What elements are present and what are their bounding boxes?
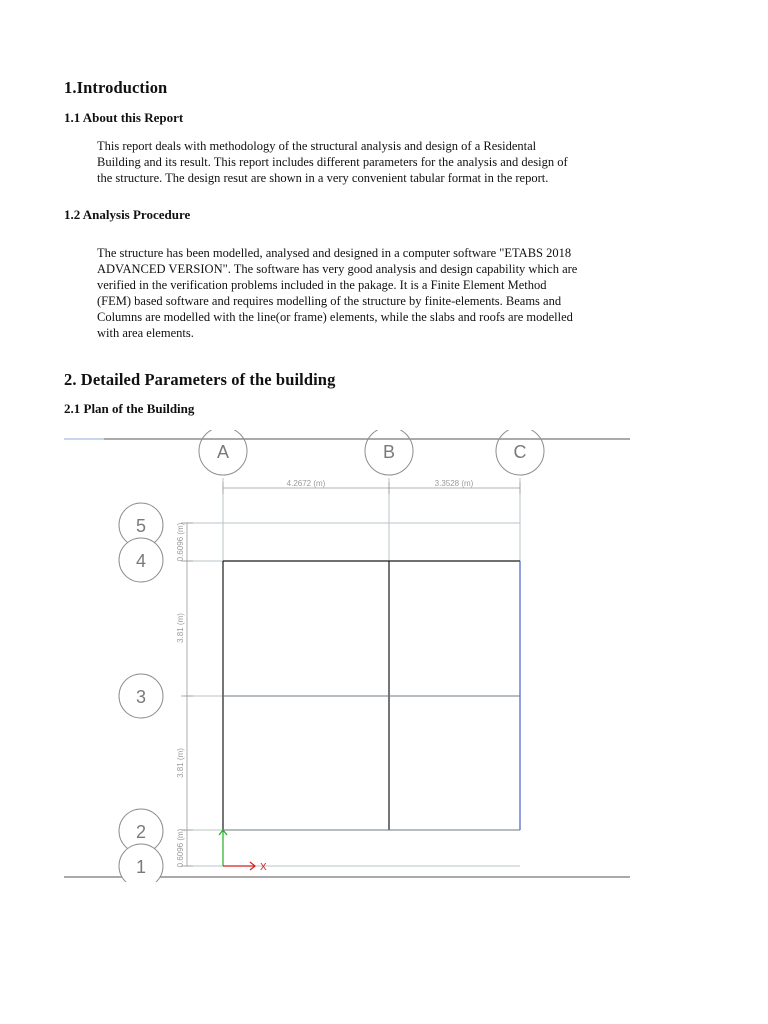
svg-text:2: 2 (135, 822, 147, 842)
about-report-paragraph (97, 138, 637, 186)
vertical-grid-lines (223, 478, 520, 830)
subsection-heading-about-report: 1.1 About this Report (64, 110, 184, 125)
plan-drawing (64, 430, 630, 882)
dimension-label-32: 3.81 (m) (176, 748, 185, 778)
left-dimension-line (181, 523, 193, 866)
grid-bubble-c (496, 430, 544, 475)
top-dimension-line (223, 482, 520, 494)
svg-text:B: B (382, 442, 396, 462)
dimension-label-bc: 3.3528 (m) (434, 479, 474, 488)
svg-text:1: 1 (135, 857, 147, 877)
dimension-label-21: 0.6096 (m) (176, 828, 185, 868)
section-title-introduction: 1.Introduction (64, 78, 168, 97)
procedure-line: verified in the verification problems included in the pakage. It is a Finite Element Method (97, 278, 547, 292)
dimension-label-ab: 4.2672 (m) (286, 479, 326, 488)
building-plan-figure (64, 430, 630, 882)
about-line: the structure. The design resut are shown in a very convenient tabular format in the report. (97, 171, 549, 185)
section-title-detailed-parameters: 2. Detailed Parameters of the building (64, 370, 336, 389)
procedure-line: with area elements. (97, 326, 194, 340)
svg-text:3: 3 (135, 687, 147, 707)
about-line: Building and its result. This report includes different parameters for the analysis and design of (97, 155, 568, 169)
subsection-heading-plan: 2.1 Plan of the Building (64, 401, 195, 416)
grid-bubble-4 (119, 538, 163, 582)
about-line: This report deals with methodology of the structural analysis and design of a Residental (97, 139, 537, 153)
procedure-line: (FEM) based software and requires modelling of the structure by finite-elements. Beams and (97, 294, 562, 308)
grid-bubble-b (365, 430, 413, 475)
procedure-line: Columns are modelled with the line(or frame) elements, while the slabs and roofs are modelled (97, 310, 573, 324)
horizontal-grid-lines (184, 523, 520, 866)
svg-text:4: 4 (135, 551, 147, 571)
grid-bubble-3 (119, 674, 163, 718)
x-axis-label: X (260, 862, 267, 873)
subsection-heading-analysis-procedure: 1.2 Analysis Procedure (64, 207, 191, 222)
procedure-line: The structure has been modelled, analysed and designed in a computer software "ETABS 2018 (97, 246, 572, 260)
axis-indicator (219, 830, 267, 873)
analysis-procedure-paragraph (97, 245, 637, 341)
grid-bubble-a (199, 430, 247, 475)
dimension-label-43: 3.81 (m) (176, 613, 185, 643)
dimension-label-54: 0.6096 (m) (176, 522, 185, 562)
grid-bubble-1 (119, 844, 163, 882)
svg-text:C: C (513, 442, 527, 462)
svg-text:A: A (216, 442, 230, 462)
svg-text:5: 5 (135, 516, 147, 536)
procedure-line: ADVANCED VERSION". The software has very good analysis and design capability which are (97, 262, 578, 276)
